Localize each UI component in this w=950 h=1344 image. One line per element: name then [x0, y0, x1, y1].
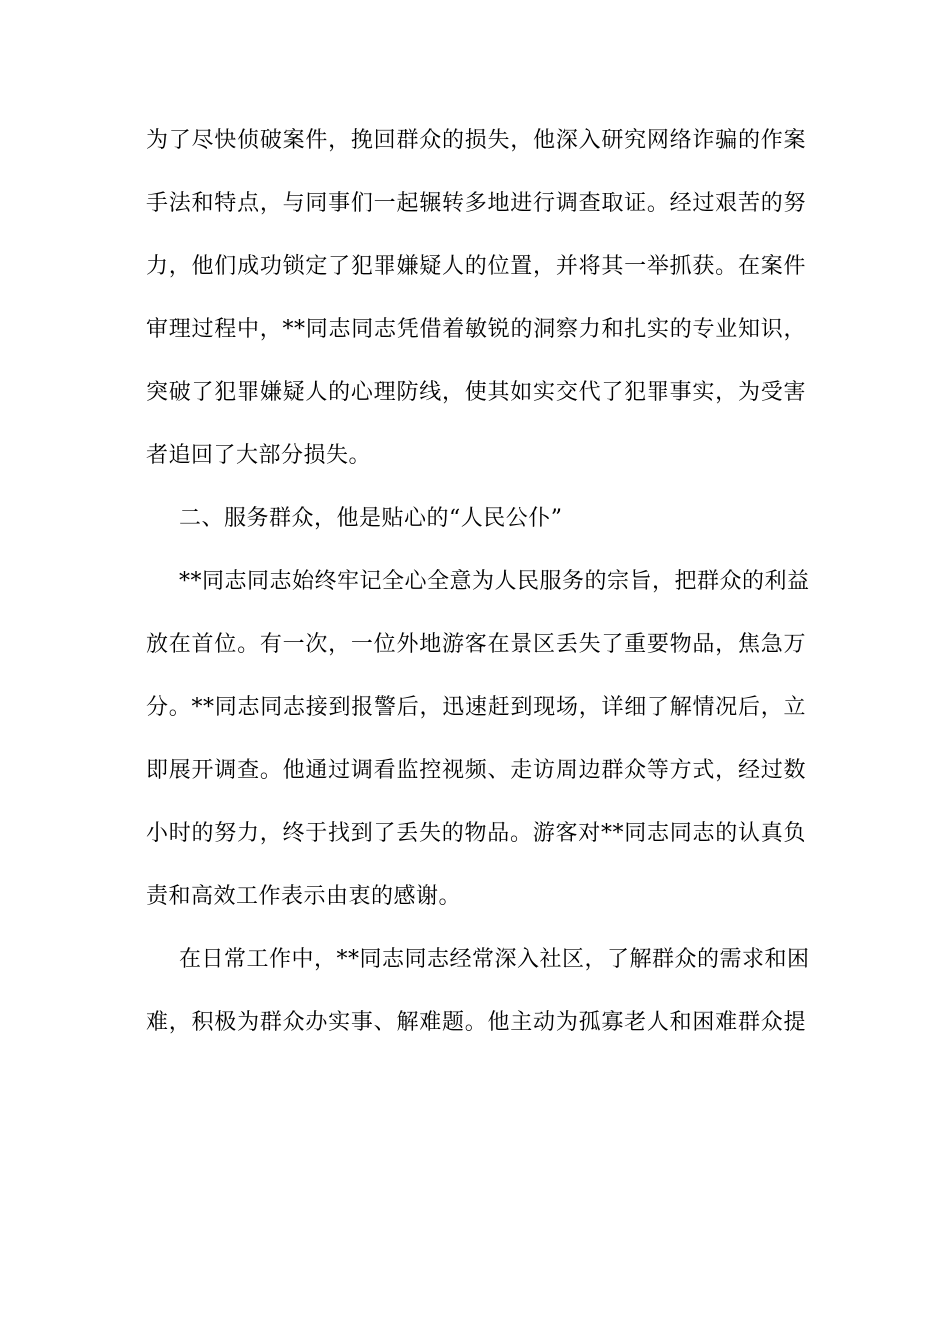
paragraph-line: **同志同志始终牢记全心全意为人民服务的宗旨，把群众的利益 — [179, 569, 810, 594]
paragraph-line: 责和高效工作表示由衷的感谢。 — [146, 884, 462, 909]
paragraph-line: 力，他们成功锁定了犯罪嫌疑人的位置，并将其一举抓获。在案件 — [146, 254, 806, 279]
paragraph-line: 者追回了大部分损失。 — [146, 443, 372, 468]
paragraph-line: 难，积极为群众办实事、解难题。他主动为孤寡老人和困难群众提 — [146, 1010, 806, 1035]
paragraph-line: 在日常工作中，**同志同志经常深入社区，了解群众的需求和困 — [179, 947, 810, 972]
paragraph-line: 审理过程中，**同志同志凭借着敏锐的洞察力和扎实的专业知识， — [146, 317, 806, 342]
paragraph-line: 突破了犯罪嫌疑人的心理防线，使其如实交代了犯罪事实，为受害 — [146, 380, 806, 405]
section-heading: 二、服务群众，他是贴心的“人民公仆” — [179, 506, 563, 531]
document-body — [146, 119, 810, 1064]
paragraph-line: 即展开调查。他通过调看监控视频、走访周边群众等方式，经过数 — [146, 758, 806, 783]
paragraph-line: 为了尽快侦破案件，挽回群众的损失，他深入研究网络诈骗的作案 — [146, 128, 806, 153]
paragraph-line: 放在首位。有一次，一位外地游客在景区丢失了重要物品，焦急万 — [146, 632, 806, 657]
paragraph-line: 手法和特点，与同事们一起辗转多地进行调查取证。经过艰苦的努 — [146, 191, 806, 216]
paragraph-line: 小时的努力，终于找到了丢失的物品。游客对**同志同志的认真负 — [146, 821, 806, 846]
paragraph-line: 分。**同志同志接到报警后，迅速赶到现场，详细了解情况后，立 — [146, 695, 806, 720]
